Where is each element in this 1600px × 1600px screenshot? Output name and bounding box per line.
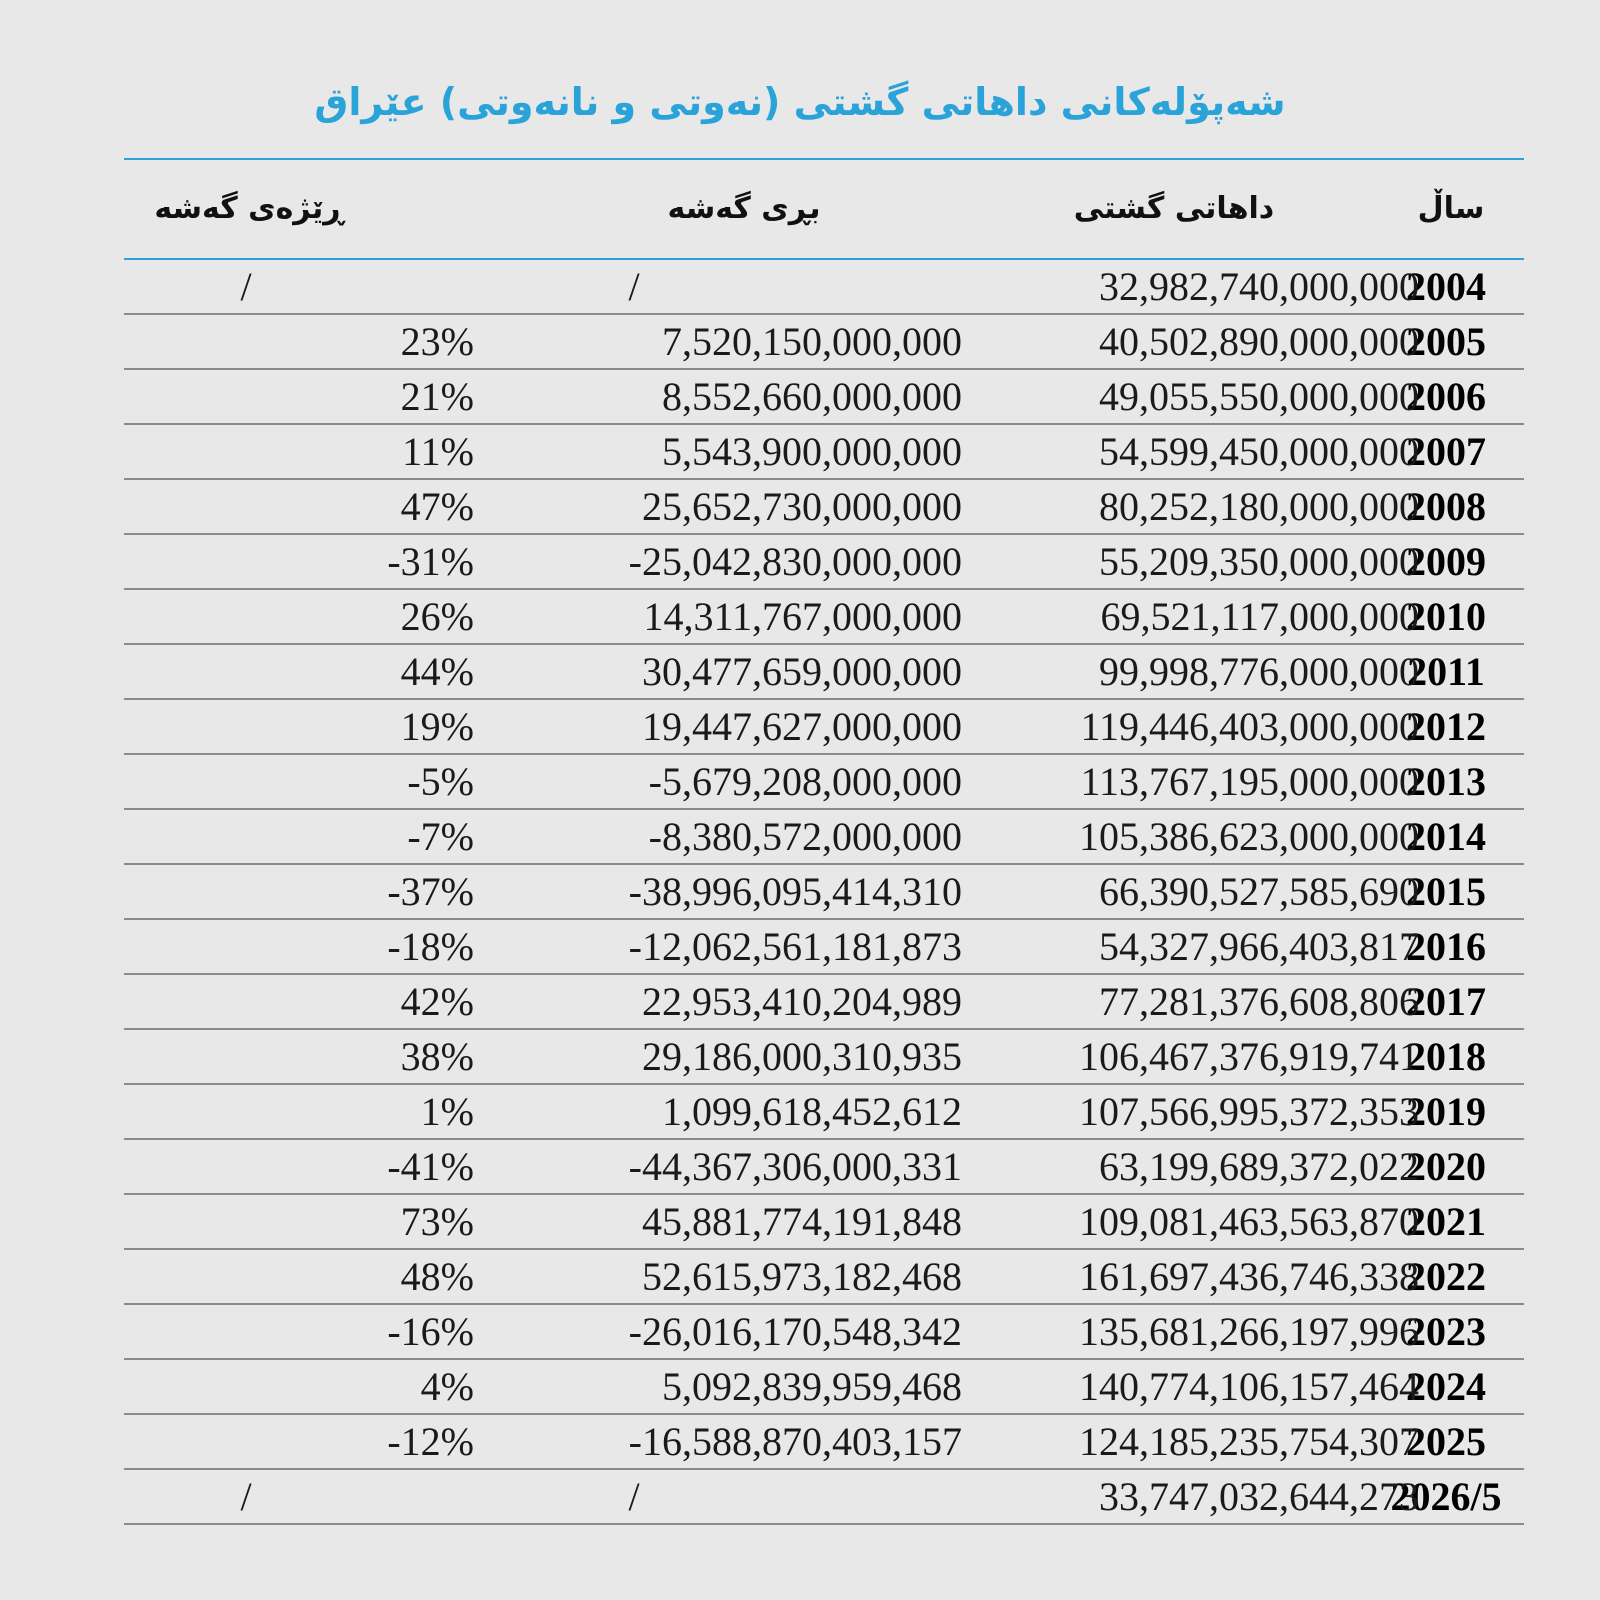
cell-year: 2020 (1406, 1144, 1486, 1189)
cell-growth-amount: -8,380,572,000,000 (648, 814, 962, 859)
cell-growth-rate: -37% (387, 869, 474, 914)
cell-total-revenue: 55,209,350,000,000 (1099, 539, 1419, 584)
cell-year: 2006 (1406, 374, 1486, 419)
table-row (124, 370, 1524, 425)
table-row (124, 1195, 1524, 1250)
table-row (124, 810, 1524, 865)
table-row (124, 260, 1524, 315)
cell-total-revenue: 105,386,623,000,000 (1079, 814, 1419, 859)
cell-growth-rate: -18% (387, 924, 474, 969)
cell-year: 2012 (1406, 704, 1486, 749)
cell-growth-rate: 73% (400, 1199, 474, 1244)
cell-growth-rate: -16% (387, 1309, 474, 1354)
cell-total-revenue: 106,467,376,919,741 (1079, 1034, 1419, 1079)
cell-growth-rate: 11% (402, 429, 474, 474)
cell-total-revenue: 69,521,117,000,000 (1100, 594, 1419, 639)
table-row (124, 480, 1524, 535)
cell-growth-amount: 1,099,618,452,612 (662, 1089, 962, 1134)
header-growth-rate: ڕێژەی گەشە (154, 191, 344, 226)
table-row (124, 1140, 1524, 1195)
cell-growth-amount: -25,042,830,000,000 (628, 539, 962, 584)
cell-total-revenue: 113,767,195,000,000 (1080, 759, 1419, 804)
cell-year: 2016 (1406, 924, 1486, 969)
cell-growth-rate: -31% (387, 539, 474, 584)
table-row (124, 315, 1524, 370)
cell-growth-amount: 5,543,900,000,000 (662, 429, 962, 474)
cell-year: 2005 (1406, 319, 1486, 364)
cell-year: 2015 (1406, 869, 1486, 914)
cell-total-revenue: 54,599,450,000,000 (1099, 429, 1419, 474)
cell-total-revenue: 124,185,235,754,307 (1079, 1419, 1419, 1464)
cell-total-revenue: 33,747,032,644,273 (1099, 1474, 1419, 1519)
cell-total-revenue: 77,281,376,608,806 (1099, 979, 1419, 1024)
cell-total-revenue: 109,081,463,563,870 (1079, 1199, 1419, 1244)
cell-total-revenue: 63,199,689,372,022 (1099, 1144, 1419, 1189)
cell-year: 2010 (1406, 594, 1486, 639)
cell-year: 2022 (1406, 1254, 1486, 1299)
cell-growth-rate: 26% (400, 594, 474, 639)
table-row (124, 920, 1524, 975)
table-row (124, 1415, 1524, 1470)
table-row (124, 755, 1524, 810)
table-row (124, 535, 1524, 590)
cell-growth-amount: / (628, 1474, 640, 1519)
cell-total-revenue: 135,681,266,197,996 (1079, 1309, 1419, 1354)
cell-total-revenue: 40,502,890,000,000 (1099, 319, 1419, 364)
cell-year: 2021 (1406, 1199, 1486, 1244)
cell-growth-rate: -7% (407, 814, 474, 859)
cell-growth-rate: 48% (400, 1254, 474, 1299)
cell-growth-rate: 4% (420, 1364, 474, 1409)
table-header-row (124, 160, 1524, 260)
page-title: شەپۆلەکانی داهاتی گشتی (نەوتی و نانەوتی) عێراق (314, 80, 1286, 124)
cell-total-revenue: 99,998,776,000,000 (1099, 649, 1419, 694)
cell-growth-amount: / (628, 264, 640, 309)
header-year: ساڵ (1417, 191, 1485, 226)
cell-growth-amount: -16,588,870,403,157 (628, 1419, 962, 1464)
cell-year: 2011 (1407, 649, 1485, 694)
cell-growth-amount: 7,520,150,000,000 (662, 319, 962, 364)
header-growth-amount: بڕی گەشە (667, 191, 821, 226)
cell-growth-rate: 21% (400, 374, 474, 419)
cell-total-revenue: 49,055,550,000,000 (1099, 374, 1419, 419)
cell-growth-amount: 5,092,839,959,468 (662, 1364, 962, 1409)
cell-total-revenue: 107,566,995,372,353 (1079, 1089, 1419, 1134)
cell-growth-amount: 29,186,000,310,935 (642, 1034, 962, 1079)
cell-year: 2009 (1406, 539, 1486, 584)
cell-growth-rate: 42% (400, 979, 474, 1024)
cell-growth-amount: 52,615,973,182,468 (642, 1254, 962, 1299)
cell-total-revenue: 119,446,403,000,000 (1080, 704, 1419, 749)
cell-growth-amount: 22,953,410,204,989 (642, 979, 962, 1024)
cell-year: 2013 (1406, 759, 1486, 804)
cell-growth-amount: -44,367,306,000,331 (628, 1144, 962, 1189)
cell-year: 2014 (1406, 814, 1486, 859)
cell-growth-amount: 19,447,627,000,000 (642, 704, 962, 749)
table-row (124, 700, 1524, 755)
cell-growth-rate: / (240, 1474, 252, 1519)
cell-growth-rate: -41% (387, 1144, 474, 1189)
table-row (124, 865, 1524, 920)
cell-growth-rate: 38% (400, 1034, 474, 1079)
table-row (124, 1085, 1524, 1140)
table-row (124, 975, 1524, 1030)
cell-total-revenue: 161,697,436,746,338 (1079, 1254, 1419, 1299)
table-row (124, 1250, 1524, 1305)
table-row (124, 1030, 1524, 1085)
cell-total-revenue: 32,982,740,000,000 (1099, 264, 1419, 309)
cell-total-revenue: 54,327,966,403,817 (1099, 924, 1419, 969)
cell-year: 2017 (1406, 979, 1486, 1024)
cell-growth-rate: 1% (420, 1089, 474, 1134)
table-row (124, 590, 1524, 645)
cell-growth-rate: / (240, 264, 252, 309)
table-row (124, 645, 1524, 700)
cell-growth-rate: -5% (407, 759, 474, 804)
cell-growth-amount: 30,477,659,000,000 (642, 649, 962, 694)
table-row (124, 425, 1524, 480)
cell-growth-rate: -12% (387, 1419, 474, 1464)
cell-year: 2007 (1406, 429, 1486, 474)
header-total-revenue: داهاتی گشتی (1073, 191, 1275, 226)
cell-growth-amount: -12,062,561,181,873 (628, 924, 962, 969)
table-row (124, 1305, 1524, 1360)
cell-year: 2008 (1406, 484, 1486, 529)
cell-growth-amount: 8,552,660,000,000 (662, 374, 962, 419)
cell-growth-amount: 14,311,767,000,000 (643, 594, 962, 639)
cell-year: 2026/5 (1390, 1474, 1502, 1519)
cell-growth-amount: 45,881,774,191,848 (642, 1199, 962, 1244)
cell-growth-amount: -38,996,095,414,310 (628, 869, 962, 914)
table-row (124, 1470, 1524, 1525)
cell-year: 2018 (1406, 1034, 1486, 1079)
cell-year: 2024 (1406, 1364, 1486, 1409)
cell-year: 2019 (1406, 1089, 1486, 1134)
cell-total-revenue: 80,252,180,000,000 (1099, 484, 1419, 529)
cell-growth-rate: 47% (400, 484, 474, 529)
cell-growth-amount: -5,679,208,000,000 (648, 759, 962, 804)
cell-growth-rate: 23% (400, 319, 474, 364)
cell-year: 2004 (1406, 264, 1486, 309)
cell-year: 2025 (1406, 1419, 1486, 1464)
cell-total-revenue: 66,390,527,585,690 (1099, 869, 1419, 914)
cell-growth-rate: 44% (400, 649, 474, 694)
cell-growth-amount: 25,652,730,000,000 (642, 484, 962, 529)
table-row (124, 1360, 1524, 1415)
cell-growth-rate: 19% (400, 704, 474, 749)
cell-total-revenue: 140,774,106,157,464 (1079, 1364, 1419, 1409)
cell-growth-amount: -26,016,170,548,342 (628, 1309, 962, 1354)
cell-year: 2023 (1406, 1309, 1486, 1354)
table-body (124, 260, 1524, 1525)
